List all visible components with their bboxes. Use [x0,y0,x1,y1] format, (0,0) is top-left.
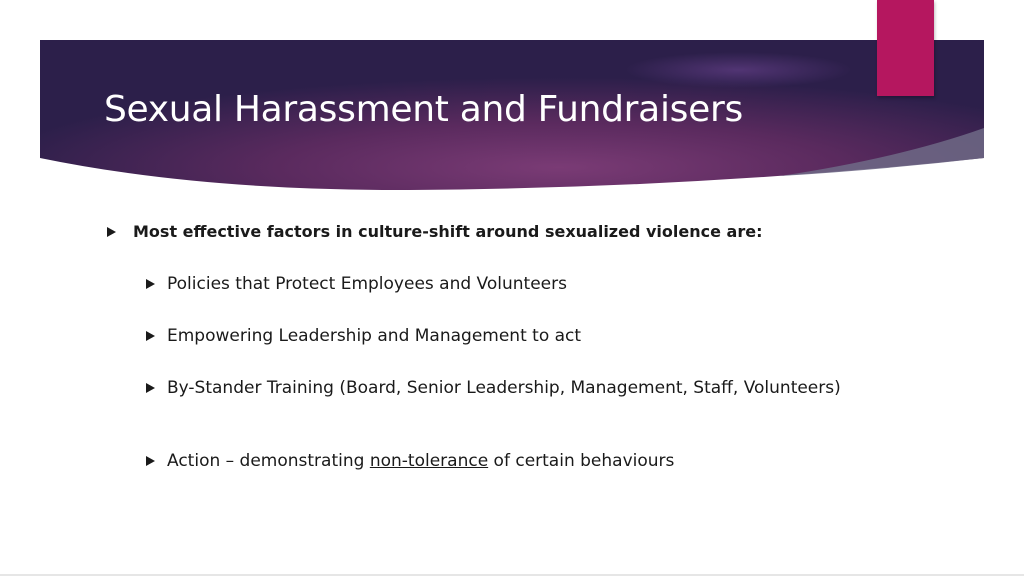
sub-bullet [146,274,846,295]
bullet-arrow-icon [146,383,155,393]
sub-bullet [146,451,846,472]
bullet-arrow-icon [146,331,155,341]
bullet-arrow-icon [146,279,155,289]
sub-bullet-text-before: Action – demonstrating [167,451,370,471]
main-bullet-text: Most effective factors in culture-shift around sexualized violence are: [133,222,763,241]
sub-bullet [146,378,846,399]
sub-bullet-text: Empowering Leadership and Management to act [167,326,582,346]
underlined-emphasis: non-tolerance [369,451,489,471]
sub-bullet-text: Policies that Protect Employees and Volunteers [167,274,567,294]
accent-tab [877,0,934,96]
main-bullet [107,222,867,241]
bullet-arrow-icon [146,456,155,466]
slide-title: Sexual Harassment and Fundraisers [104,89,743,130]
sub-bullet [146,326,846,347]
bullet-arrow-icon [107,227,116,237]
sub-bullet-text [167,451,674,472]
sub-bullet-text-after: of certain behaviours [488,451,675,471]
sub-bullet-text: By-Stander Training (Board, Senior Leadership, Management, Staff, Volunteers) [167,378,841,398]
